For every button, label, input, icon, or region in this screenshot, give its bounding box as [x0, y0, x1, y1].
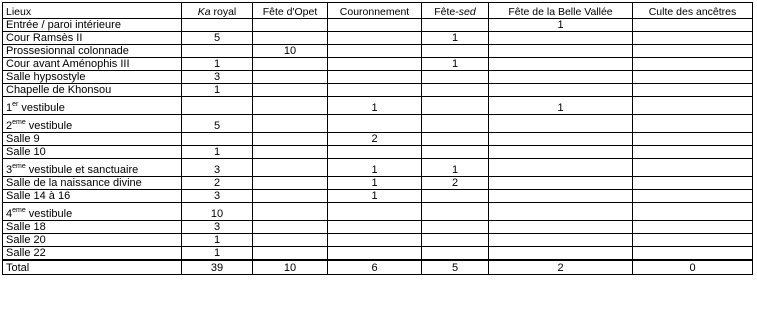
table-cell	[489, 159, 633, 177]
table-cell	[422, 84, 489, 97]
row-label: Salle 10	[3, 146, 182, 159]
table-cell	[633, 45, 753, 58]
table-cell: 3	[182, 159, 253, 177]
table-cell	[422, 115, 489, 133]
table-cell	[633, 234, 753, 247]
row-label: Prossesionnal colonnade	[3, 45, 182, 58]
row-label: 1er vestibule	[3, 97, 182, 115]
table-row	[3, 221, 753, 234]
table-cell	[328, 84, 422, 97]
row-label: Salle 18	[3, 221, 182, 234]
row-label: 3eme vestibule et sanctuaire	[3, 159, 182, 177]
column-header-culte-ancetres: Culte des ancêtres	[633, 3, 753, 19]
table-cell: 1	[422, 159, 489, 177]
table-cell	[328, 115, 422, 133]
table-cell	[253, 177, 328, 190]
table-cell	[182, 133, 253, 146]
table-cell: 3	[182, 71, 253, 84]
table-cell: 10	[253, 45, 328, 58]
table-cell	[328, 71, 422, 84]
table-cell	[633, 84, 753, 97]
table-cell	[253, 71, 328, 84]
table-cell	[253, 146, 328, 159]
data-table	[2, 2, 753, 275]
table-cell	[422, 203, 489, 221]
table-cell	[633, 177, 753, 190]
table-cell	[633, 58, 753, 71]
table-cell	[422, 190, 489, 203]
row-label: Salle hypsostyle	[3, 71, 182, 84]
table-cell	[328, 203, 422, 221]
row-label: 2eme vestibule	[3, 115, 182, 133]
table-cell	[633, 221, 753, 234]
table-cell	[422, 146, 489, 159]
column-header-belle-vallee: Fête de la Belle Vallée	[489, 3, 633, 19]
table-cell	[489, 146, 633, 159]
table-row	[3, 58, 753, 71]
column-header-couronnement: Couronnement	[328, 3, 422, 19]
table-cell	[253, 133, 328, 146]
table-cell: 2	[422, 177, 489, 190]
table-cell	[489, 45, 633, 58]
table-cell	[182, 97, 253, 115]
table-cell: 1	[182, 58, 253, 71]
row-label: Salle 14 à 16	[3, 190, 182, 203]
table-row	[3, 19, 753, 32]
table-cell	[422, 19, 489, 32]
table-cell	[633, 133, 753, 146]
table-row	[3, 133, 753, 146]
table-row	[3, 45, 753, 58]
table-cell: 0	[633, 260, 753, 275]
table-cell	[253, 58, 328, 71]
table-cell: 3	[182, 221, 253, 234]
row-label: Salle de la naissance divine	[3, 177, 182, 190]
table-cell	[422, 234, 489, 247]
table-cell	[489, 190, 633, 203]
table-cell	[489, 234, 633, 247]
table-cell	[633, 146, 753, 159]
table-cell	[182, 45, 253, 58]
table-cell: 6	[328, 260, 422, 275]
row-label: Cour avant Aménophis III	[3, 58, 182, 71]
table-cell	[489, 71, 633, 84]
table-cell: 1	[328, 190, 422, 203]
table-cell	[489, 247, 633, 261]
table-cell	[422, 97, 489, 115]
table-cell	[633, 115, 753, 133]
table-row	[3, 190, 753, 203]
table-cell	[422, 247, 489, 261]
table-cell: 1	[422, 58, 489, 71]
table-cell	[253, 247, 328, 261]
table-row	[3, 203, 753, 221]
column-header-lieux: Lieux	[3, 3, 182, 19]
table-cell	[328, 19, 422, 32]
row-label: Salle 20	[3, 234, 182, 247]
table-cell: 39	[182, 260, 253, 275]
table-cell: 1	[489, 19, 633, 32]
table-cell	[633, 97, 753, 115]
table-cell	[328, 247, 422, 261]
table-cell: 1	[182, 247, 253, 261]
table-cell	[489, 84, 633, 97]
header-row	[3, 3, 753, 19]
table-row	[3, 159, 753, 177]
table-cell: 2	[489, 260, 633, 275]
table-cell: 1	[422, 32, 489, 45]
table-cell	[633, 32, 753, 45]
table-row	[3, 115, 753, 133]
table-cell: 5	[422, 260, 489, 275]
column-header-ka-royal: Ka royal	[182, 3, 253, 19]
table-cell	[633, 203, 753, 221]
table-row	[3, 247, 753, 261]
table-row	[3, 84, 753, 97]
table-cell	[253, 84, 328, 97]
table-cell	[633, 71, 753, 84]
table-row	[3, 32, 753, 45]
column-header-fete-sed: Fête-sed	[422, 3, 489, 19]
row-label: 4eme vestibule	[3, 203, 182, 221]
table-cell: 1	[182, 234, 253, 247]
table-cell: 1	[182, 146, 253, 159]
table-cell	[253, 115, 328, 133]
table-row	[3, 97, 753, 115]
table-cell	[422, 133, 489, 146]
row-label: Salle 22	[3, 247, 182, 261]
table-cell	[489, 58, 633, 71]
table-cell	[328, 234, 422, 247]
table-cell	[489, 177, 633, 190]
table-cell	[182, 19, 253, 32]
total-row	[3, 260, 753, 275]
table-cell	[422, 71, 489, 84]
table-cell: 1	[328, 177, 422, 190]
table-cell	[489, 203, 633, 221]
table-row	[3, 177, 753, 190]
row-label: Chapelle de Khonsou	[3, 84, 182, 97]
table-cell	[253, 159, 328, 177]
table-cell	[253, 190, 328, 203]
table-cell: 1	[328, 97, 422, 115]
table-cell	[328, 32, 422, 45]
table-cell	[253, 234, 328, 247]
table-cell: 1	[182, 84, 253, 97]
table-cell	[328, 45, 422, 58]
table-cell: 10	[253, 260, 328, 275]
table-cell: 2	[182, 177, 253, 190]
row-label: Entrée / paroi intérieure	[3, 19, 182, 32]
table-cell	[422, 45, 489, 58]
table-cell: 10	[182, 203, 253, 221]
table-cell	[328, 58, 422, 71]
row-label: Total	[3, 260, 182, 275]
table-cell	[253, 221, 328, 234]
table-row	[3, 234, 753, 247]
table-row	[3, 71, 753, 84]
table-cell	[489, 221, 633, 234]
table-cell	[253, 203, 328, 221]
column-header-fete-opet: Fête d'Opet	[253, 3, 328, 19]
table-cell	[253, 97, 328, 115]
table-cell	[489, 133, 633, 146]
table-row	[3, 146, 753, 159]
table-cell	[253, 19, 328, 32]
table-cell	[253, 32, 328, 45]
table-cell	[422, 221, 489, 234]
table-cell	[489, 115, 633, 133]
row-label: Salle 9	[3, 133, 182, 146]
table-cell	[633, 247, 753, 261]
table-cell	[328, 221, 422, 234]
table-cell: 2	[328, 133, 422, 146]
table-cell	[633, 19, 753, 32]
table-cell	[489, 32, 633, 45]
table-cell	[633, 159, 753, 177]
row-label: Cour Ramsès II	[3, 32, 182, 45]
table-cell: 3	[182, 190, 253, 203]
table-cell	[633, 190, 753, 203]
table-cell: 5	[182, 32, 253, 45]
table-cell	[328, 146, 422, 159]
table-cell: 5	[182, 115, 253, 133]
table-cell: 1	[328, 159, 422, 177]
table-cell: 1	[489, 97, 633, 115]
